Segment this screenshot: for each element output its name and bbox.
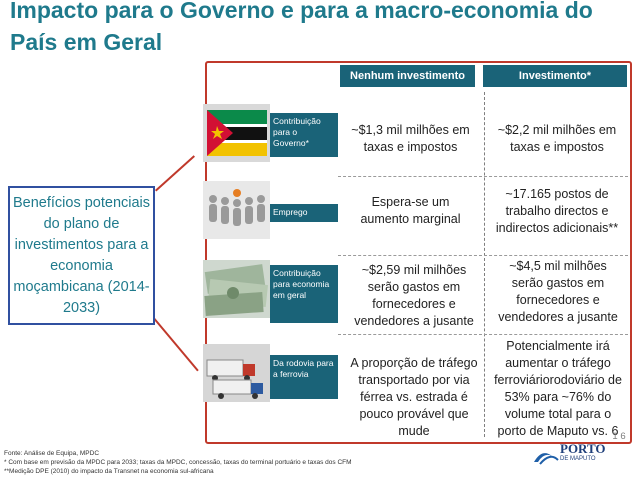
cell-road-rail-none: A proporção de tráfego transportado por via férrea vs. estrada é pouco provável que mude [350,356,478,438]
row-label-economy: Contribuição para economia em geral [270,265,338,323]
page-title: Impacto para o Governo e para a macro-economia do País em Geral [10,0,593,55]
cell-road-rail-invest: Potencialmente irá aumentar o tráfego ferroviáriorodoviário de 53% para ~76% do volume total para o porto de Maputo vs. 6 [494,339,622,438]
cell-economy-none: ~$2,59 mil milhões serão gastos em fornecedores e vendedores a jusante [354,263,474,328]
column-divider [484,92,485,437]
column-header-none: Nenhum investimento [340,65,475,87]
cell-employment-none: Espera-se um aumento marginal [360,195,461,226]
connector-line-top [155,155,195,191]
logo-text-porto: PORTO [560,441,606,456]
people-group-icon [203,181,270,239]
connector-line-bottom [153,318,198,371]
row-divider [338,255,628,256]
row-label-employment: Emprego [270,204,338,222]
footnote-source: Fonte: Análise de Equipa, MPDC [4,450,100,457]
column-header-invest: Investimento* [483,65,627,87]
row-divider [338,176,628,177]
row-label-government: Contribuição para o Governo* [270,113,338,157]
trucks-icon [203,344,270,402]
cell-government-invest: ~$2,2 mil milhões em taxas e impostos [497,123,617,154]
logo-text-maputo: DE MAPUTO [560,456,596,462]
row-divider [338,334,628,335]
cell-economy-invest: ~$4,5 mil milhões serão gastos em fornecedores e vendedores a jusante [498,259,618,324]
footnote-1: * Com base em previsão da MPDC para 2033; taxas da MPDC, concessão, taxas do terminal portuário e taxas dos CFM [4,459,352,466]
cell-employment-invest: ~17.165 postos de trabalho directos e indirectos adicionais** [495,187,619,235]
benefits-box: Benefícios potenciais do plano de investimentos para a economia moçambicana (2014-2033) [8,186,155,325]
footnote-2: **Medição DPE (2010) do impacto da Transnet na economia sul-africana [4,468,214,475]
porto-de-maputo-logo [530,440,614,468]
cell-government-none: ~$1,3 mil milhões em taxas e impostos [351,123,470,154]
row-label-road-to-rail: Da rodovia para a ferrovia [270,355,338,399]
mozambique-flag-icon [203,104,270,162]
money-banknotes-icon [203,260,270,318]
page-number: 1 6 [612,431,626,442]
